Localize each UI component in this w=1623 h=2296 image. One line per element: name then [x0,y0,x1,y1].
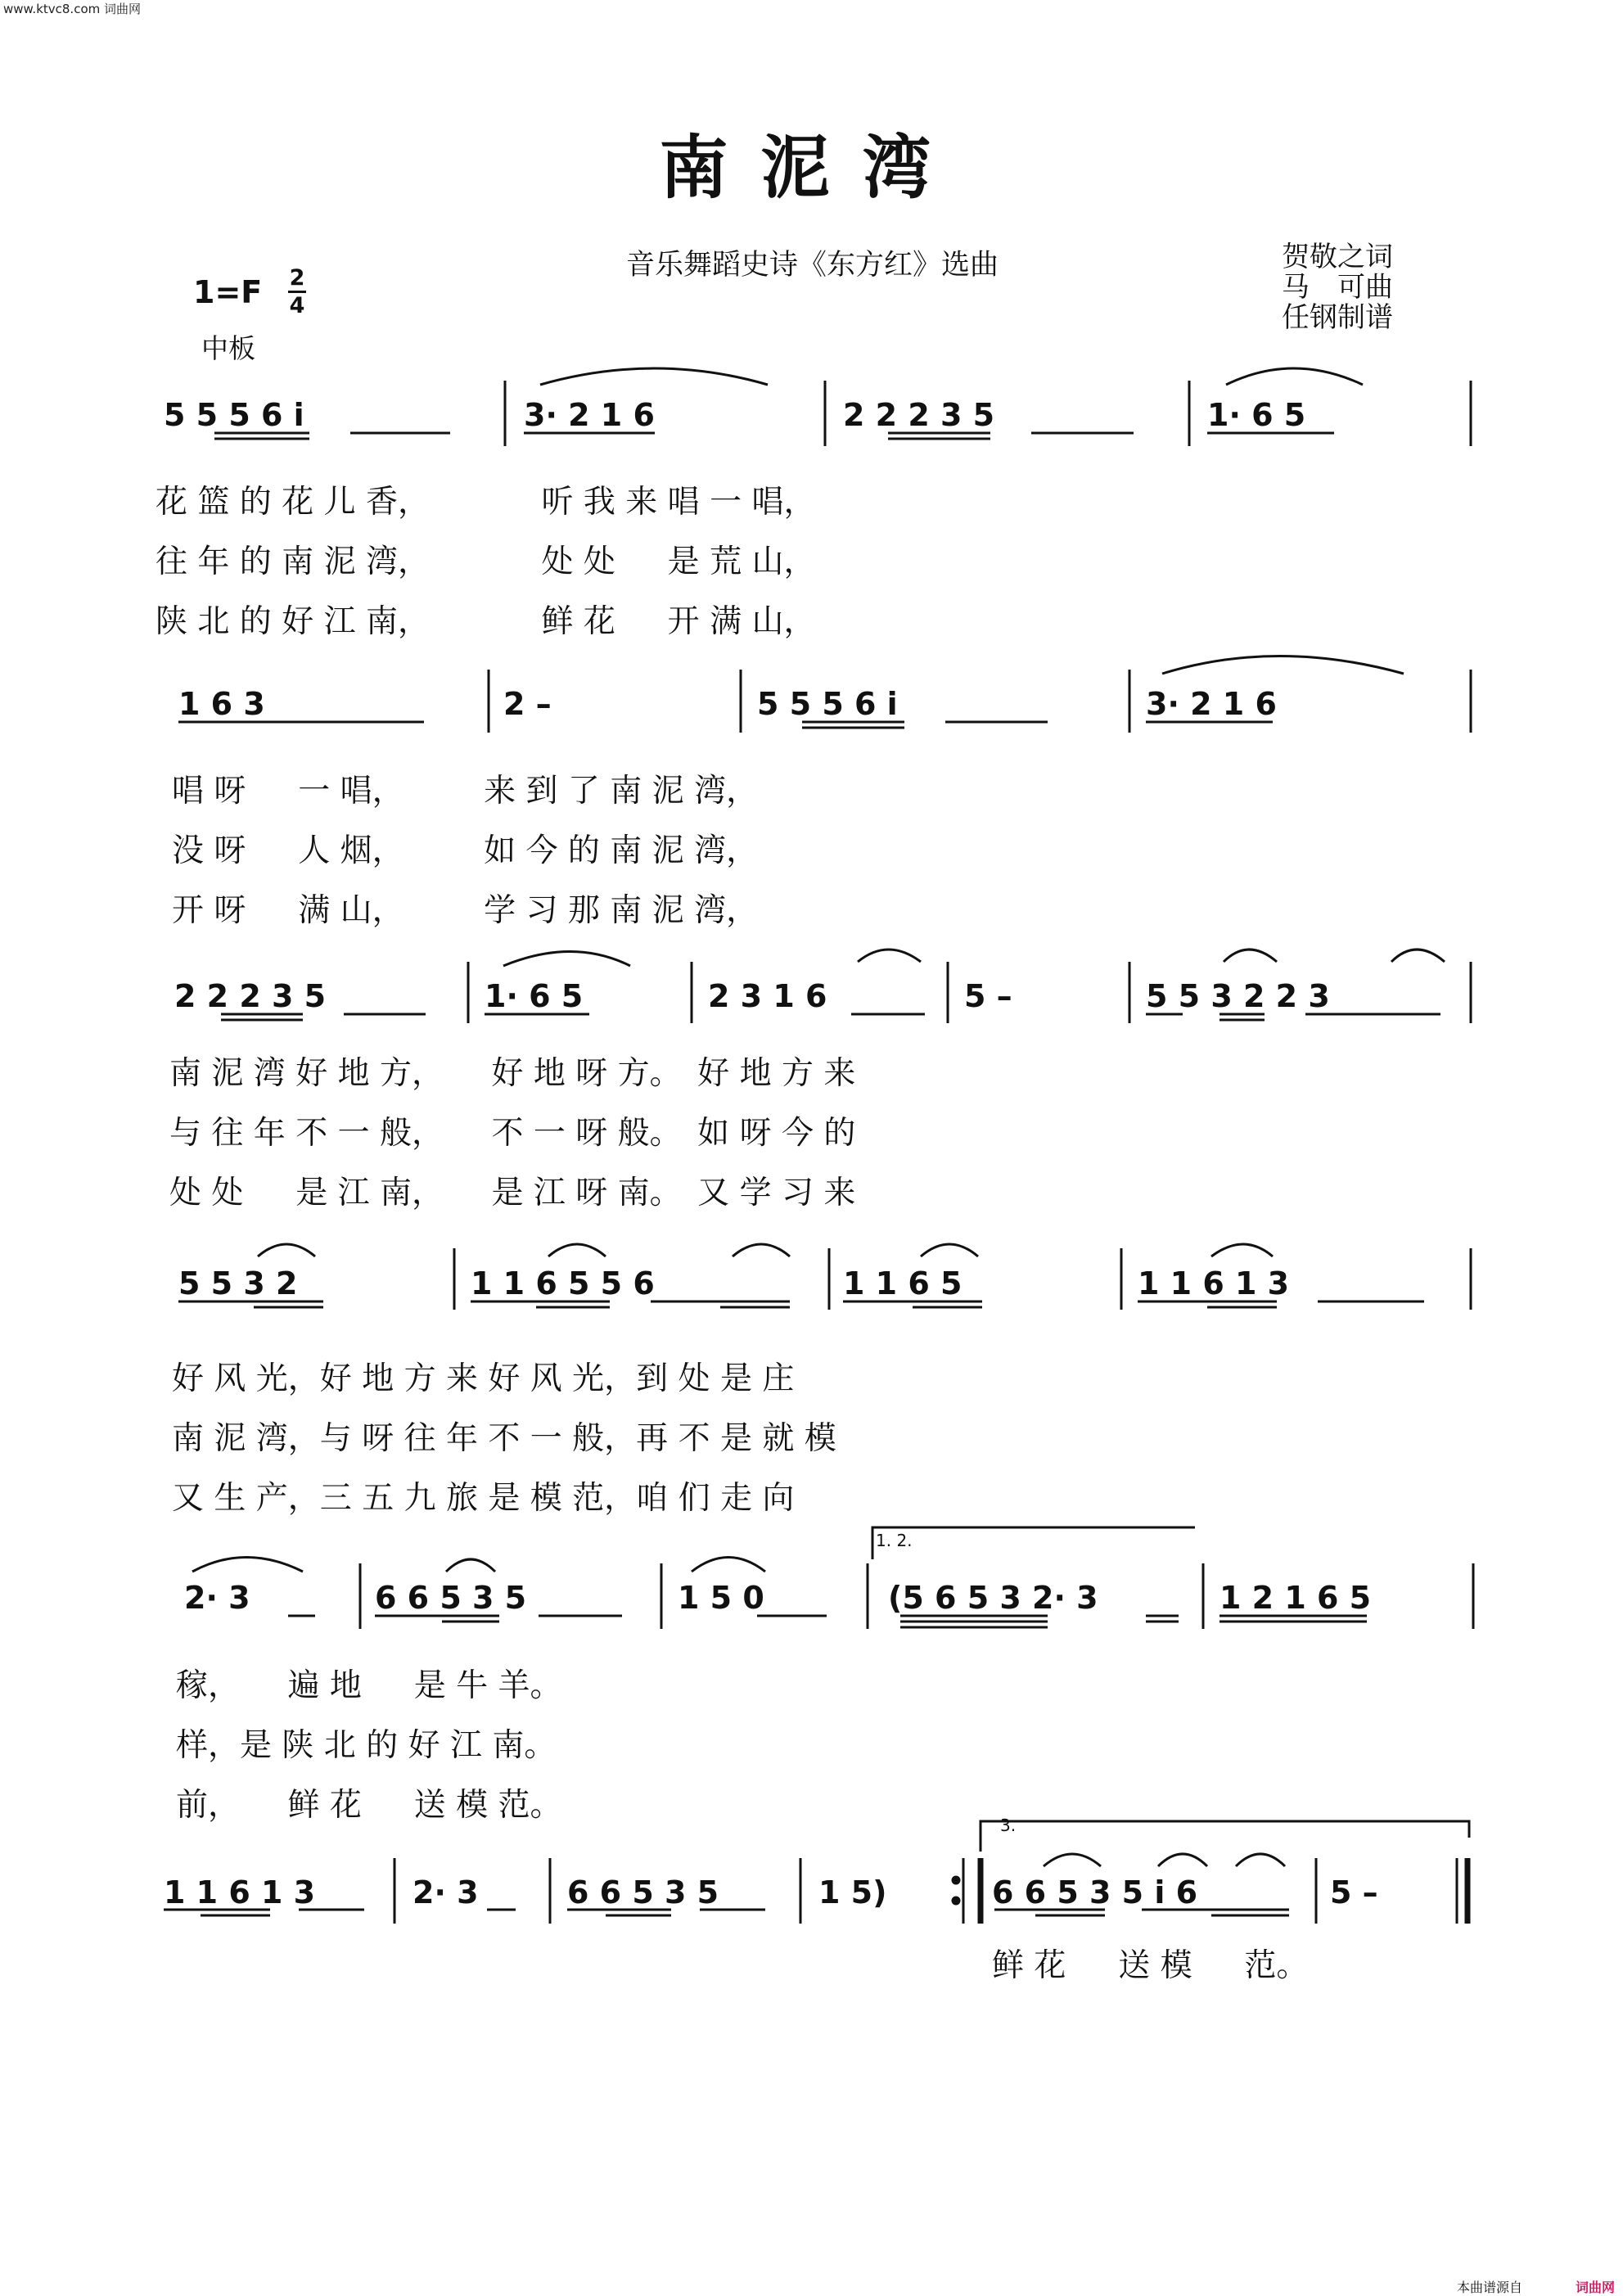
measure: 1 5) [818,1874,887,1910]
lyric-line: 唱 呀 一 唱， 来 到 了 南 泥 湾， [172,773,759,810]
measure: 3· 2 1 6 [1146,686,1277,722]
time-signature-bottom: 4 [289,293,305,318]
measure: 2 – [503,686,552,722]
measure: 5 5 5 6 i [164,397,304,433]
lyric-line: 样，是 陕 北 的 好 江 南。 [176,1727,557,1764]
measure: 6 6 5 3 5 [567,1874,719,1910]
measure: 2 2 2 3 5 [174,978,327,1014]
volta-label: 3. [1000,1816,1017,1835]
lyric-line: 好 风 光，好 地 方 来 好 风 光，到 处 是 庄 [172,1360,795,1397]
measure: 1· 6 5 [485,978,584,1014]
measure: 1 2 1 6 5 [1220,1580,1372,1616]
lyric-line: 稼， 遍 地 是 牛 羊。 [176,1667,562,1704]
key-signature: 1=F [193,274,263,310]
lyricist-credit: 贺敬之词 [1282,241,1393,273]
footer-site-logo: 词曲网 [1576,2280,1616,2295]
lyric-line: 鲜 花 送 模 范。 [992,1947,1309,1984]
measure: 5 5 3 2 2 3 [1146,978,1330,1014]
measure: 2· 3 [413,1874,479,1910]
lyric-line: 往 年 的 南 泥 湾， 处 处 是 荒 山， [156,544,816,580]
measure: 1 1 6 5 [843,1265,963,1301]
measure: 1 1 6 1 3 [1138,1265,1290,1301]
measure: 1· 6 5 [1207,397,1306,433]
volta-label: 1. 2. [876,1531,913,1550]
lyric-line: 南 泥 湾 好 地 方， 好 地 呀 方。 好 地 方 来 [169,1055,856,1092]
lyric-line: 前， 鲜 花 送 模 范。 [176,1787,562,1824]
measure: 1 1 6 5 5 6 [471,1265,655,1301]
measure: 2 3 1 6 [708,978,827,1014]
measure: 6 6 5 3 5 i 6 [992,1874,1198,1910]
lyric-line: 处 处 是 江 南， 是 江 呀 南。 又 学 习 来 [169,1175,856,1211]
lyric-line: 花 篮 的 花 儿 香， 听 我 来 唱 一 唱， [156,484,816,521]
measure: 5 5 5 6 i [757,686,898,722]
time-signature-top: 2 [289,265,305,291]
measure: 5 5 3 2 [178,1265,298,1301]
measure: 3· 2 1 6 [524,397,655,433]
lyric-line: 南 泥 湾，与 呀 往 年 不 一 般，再 不 是 就 模 [172,1420,836,1457]
lyric-line: 与 往 年 不 一 般， 不 一 呀 般。 如 呀 今 的 [169,1115,856,1152]
song-title: 南泥湾 [659,127,964,208]
measure: 2 2 2 3 5 [843,397,995,433]
transcriber-credit: 任钢制谱 [1282,301,1393,334]
measure: 1 6 3 [178,686,265,722]
lyric-line: 开 呀 满 山， 学 习 那 南 泥 湾， [172,892,759,929]
measure: 5 – [964,978,1012,1014]
lyric-line: 又 生 产，三 五 九 旅 是 模 范，咱 们 走 向 [172,1480,795,1517]
measure: 1 1 6 1 3 [164,1874,316,1910]
footer-source-label: 本曲谱源自 [1457,2280,1523,2295]
measure: (5 6 5 3 2· 3 [888,1580,1098,1616]
measure: 5 – [1330,1874,1378,1910]
measure: 2· 3 [184,1580,250,1616]
song-subtitle: 音乐舞蹈史诗《东方红》选曲 [626,249,999,282]
measure: 1 5 0 [678,1580,764,1616]
lyric-line: 陕 北 的 好 江 南， 鲜 花 开 满 山， [156,603,816,640]
lyric-line: 没 呀 人 烟， 如 今 的 南 泥 湾， [172,832,759,869]
measure: 6 6 5 3 5 [375,1580,527,1616]
composer-credit: 马 可曲 [1282,271,1393,304]
site-watermark: www.ktvc8.com 词曲网 [3,2,142,16]
tempo-marking: 中板 [201,332,255,364]
